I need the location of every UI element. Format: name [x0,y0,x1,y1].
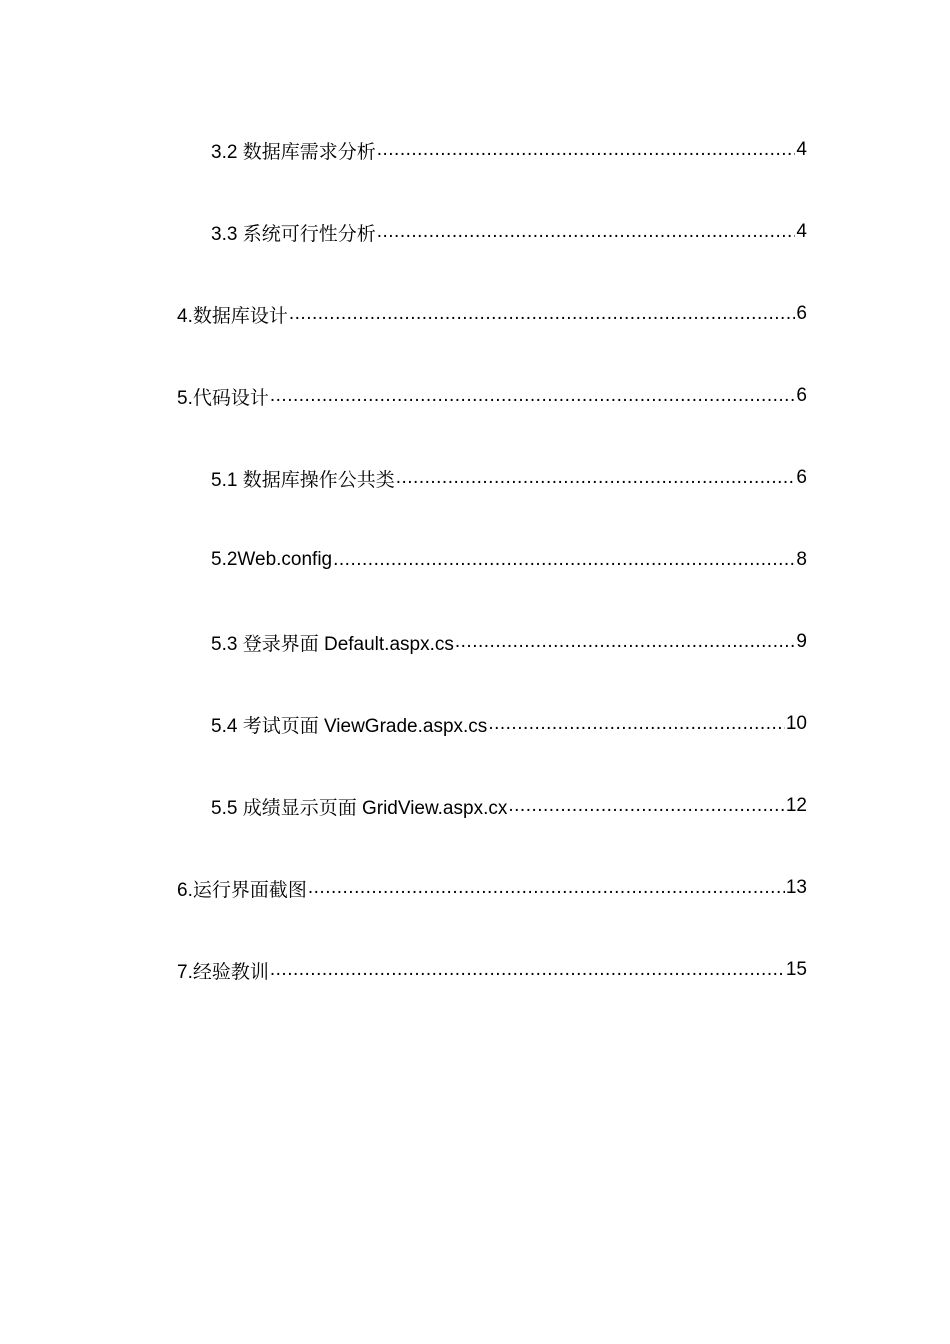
toc-entry-title: 5.代码设计 [177,387,269,409]
toc-page-number: 6 [796,303,807,324]
toc-dot-leader [377,130,796,170]
toc-entry-title: 3.3 系统可行性分析 [211,223,376,245]
toc-dot-leader [508,786,785,826]
toc-entry-6[interactable] [177,868,807,908]
toc-page-number: 15 [785,959,807,980]
toc-dot-leader [488,704,785,744]
toc-entry-5[interactable] [177,376,807,416]
toc-page-number: 12 [785,795,807,816]
toc-entry-5-1[interactable] [211,458,807,498]
toc-dot-leader [270,376,796,416]
toc-entry-5-4[interactable] [211,704,807,744]
toc-entry-5-2[interactable] [211,540,807,580]
toc-entry-title: 3.2 数据库需求分析 [211,141,376,163]
toc-dot-leader [289,294,796,334]
toc-dot-leader [396,458,796,498]
toc-dot-leader [270,950,785,990]
toc-entry-title: 4.数据库设计 [177,305,288,327]
toc-page-number: 8 [796,549,807,570]
toc-dot-leader [455,622,796,662]
toc-dot-leader [333,540,795,580]
toc-entry-title: 5.2Web.config [211,549,333,570]
toc-entry-title: 5.5 成绩显示页面 GridView.aspx.cx [211,797,508,819]
toc-entry-3-2[interactable] [211,130,807,170]
toc-page-number: 10 [785,713,807,734]
toc-dot-leader [377,212,796,252]
toc-page-number: 9 [796,631,807,652]
toc-entry-5-5[interactable] [211,786,807,826]
toc-entry-4[interactable] [177,294,807,334]
toc-page-number: 6 [796,385,807,406]
toc-entry-title: 5.1 数据库操作公共类 [211,469,395,491]
toc-entry-5-3[interactable] [211,622,807,662]
toc-entry-3-3[interactable] [211,212,807,252]
toc-page-number: 4 [796,221,807,242]
toc-entry-title: 5.3 登录界面 Default.aspx.cs [211,633,454,655]
toc-dot-leader [308,868,785,908]
toc-entry-title: 7.经验教训 [177,961,269,983]
toc-page-number: 13 [785,877,807,898]
toc-entry-title: 6.运行界面截图 [177,879,307,901]
toc-page-number: 6 [796,467,807,488]
toc-page-number: 4 [796,139,807,160]
toc-entry-title: 5.4 考试页面 ViewGrade.aspx.cs [211,715,488,737]
toc-entry-7[interactable] [177,950,807,990]
